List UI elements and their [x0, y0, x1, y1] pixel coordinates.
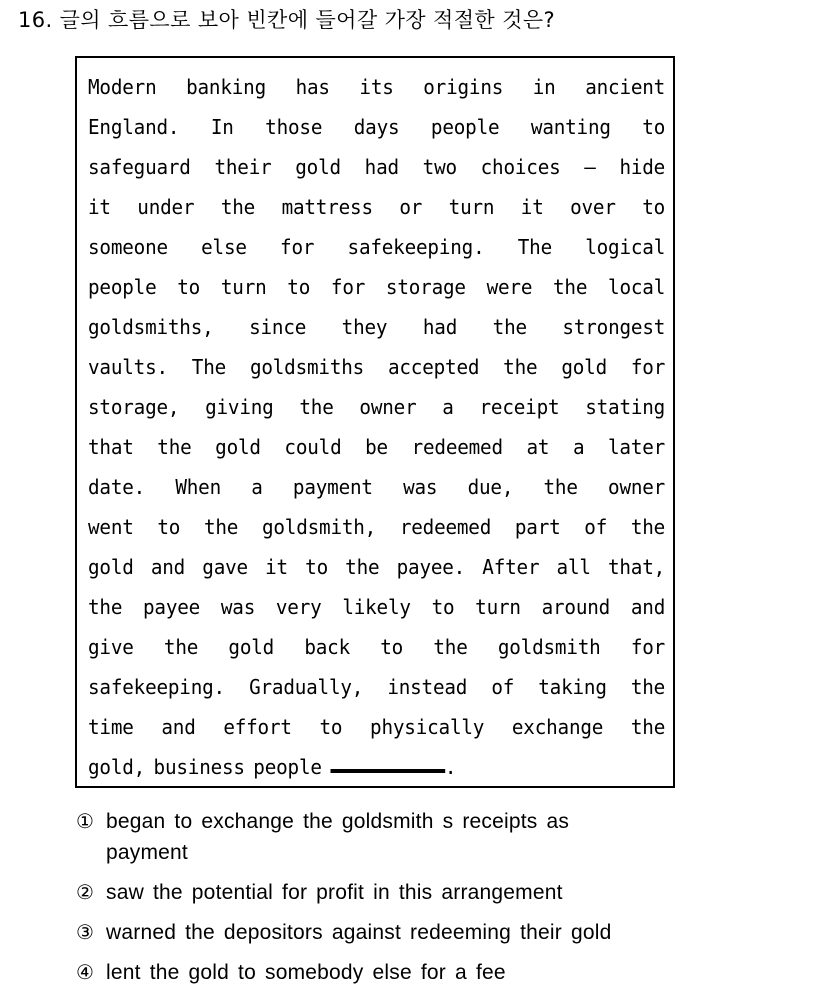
- passage-word: the: [630, 675, 666, 699]
- passage-word: someone: [88, 235, 168, 259]
- passage-word: to: [177, 275, 201, 299]
- passage-word: the: [492, 315, 527, 339]
- passage-word: people: [88, 275, 157, 299]
- passage-word: to: [642, 195, 666, 219]
- passage-word: payee.: [396, 555, 466, 579]
- choice-marker-icon: ④: [76, 960, 94, 984]
- passage-word: to: [319, 715, 343, 739]
- passage-word: ancient: [585, 75, 666, 99]
- passage-word: the: [630, 715, 666, 739]
- passage-word: over: [570, 195, 616, 219]
- passage-word: at: [526, 435, 550, 459]
- passage-line: [88, 187, 665, 227]
- answer-choice-1[interactable]: [76, 806, 816, 868]
- passage-word: the: [345, 555, 380, 579]
- choice-marker-icon: ①: [76, 809, 94, 833]
- passage-word: or: [399, 195, 423, 219]
- passage-text: [77, 58, 673, 787]
- passage-word: back: [304, 635, 351, 659]
- passage-word: time: [88, 715, 134, 739]
- passage-word: mattress: [281, 195, 373, 219]
- passage-word: turn: [220, 275, 267, 299]
- passage-word: giving: [205, 395, 274, 419]
- choice-marker-icon: ③: [76, 920, 94, 944]
- passage-word: was: [220, 595, 256, 619]
- passage-word: for: [630, 355, 666, 379]
- passage-word: give: [88, 635, 134, 659]
- passage-word: logical: [585, 235, 666, 259]
- passage-line: [88, 707, 665, 747]
- passage-line: [88, 587, 665, 627]
- passage-word: could: [284, 435, 342, 459]
- passage-word: two: [422, 155, 457, 179]
- passage-line: [88, 387, 665, 427]
- question-prompt: 글의 흐름으로 보아 빈칸에 들어갈 가장 적절한 것은?: [59, 8, 556, 32]
- passage-word: it: [520, 195, 544, 219]
- passage-word: due,: [467, 475, 514, 499]
- passage-word: of: [491, 675, 515, 699]
- passage-word: around: [541, 595, 611, 619]
- passage-word: people: [430, 115, 500, 139]
- passage-word: were: [486, 275, 533, 299]
- passage-word: their: [214, 155, 272, 179]
- passage-word: payee: [143, 595, 201, 619]
- passage-word: physically: [370, 715, 485, 739]
- passage-word: very: [275, 595, 322, 619]
- passage-word: England.: [88, 115, 180, 139]
- passage-word: the: [157, 435, 192, 459]
- passage-word: safekeeping.: [88, 675, 225, 699]
- passage-word: owner: [608, 475, 666, 499]
- passage-word: all: [556, 555, 591, 579]
- passage-box: [75, 56, 675, 788]
- passage-word: owner: [359, 395, 417, 419]
- passage-word: goldsmiths: [249, 355, 365, 379]
- passage-word: stating: [585, 395, 666, 419]
- passage-word: those: [265, 115, 323, 139]
- passage-word: The: [191, 355, 227, 379]
- passage-line: [88, 307, 665, 347]
- passage-word: the: [220, 195, 256, 219]
- passage-word: gold: [561, 355, 607, 379]
- passage-word: accepted: [387, 355, 480, 379]
- passage-word: After: [482, 555, 540, 579]
- passage-word: a: [572, 435, 585, 459]
- passage-line: [88, 627, 665, 667]
- passage-line-with-blank: [88, 747, 665, 787]
- passage-word: hide: [619, 155, 666, 179]
- passage-word: has: [295, 75, 330, 99]
- passage-word: to: [157, 515, 181, 539]
- answer-choice-2[interactable]: [76, 877, 816, 908]
- passage-word: safeguard: [88, 155, 191, 179]
- passage-word: was: [403, 475, 438, 499]
- choice-marker-icon: ②: [76, 880, 94, 904]
- passage-word: gold: [295, 155, 341, 179]
- answer-choice-3[interactable]: [76, 917, 816, 948]
- passage-word: exchange: [511, 715, 604, 739]
- passage-word: banking: [186, 75, 266, 99]
- question-header: [18, 6, 808, 34]
- passage-word: safekeeping.: [347, 235, 485, 259]
- passage-word: turn: [448, 195, 495, 219]
- answer-choices-list: [76, 806, 816, 997]
- passage-word: for: [280, 235, 315, 259]
- passage-word: —: [584, 155, 596, 179]
- passage-word: taking: [538, 675, 607, 699]
- passage-period: .: [444, 755, 457, 779]
- passage-word: the: [553, 275, 588, 299]
- passage-word: the: [630, 515, 666, 539]
- passage-word: it: [265, 555, 288, 579]
- choice-label: lent the gold to somebody else for a fee: [106, 961, 506, 984]
- passage-word: had: [364, 155, 399, 179]
- passage-word: part: [514, 515, 561, 539]
- passage-word: the: [88, 595, 123, 619]
- passage-word: wanting: [530, 115, 611, 139]
- passage-word: Gradually,: [249, 675, 364, 699]
- answer-blank: [330, 747, 445, 773]
- passage-word: to: [287, 275, 311, 299]
- passage-word: the: [299, 395, 334, 419]
- passage-line: [88, 147, 665, 187]
- passage-word: else: [201, 235, 247, 259]
- passage-word: to: [305, 555, 328, 579]
- passage-word: the: [503, 355, 538, 379]
- passage-word: local: [608, 275, 666, 299]
- passage-word: the: [203, 515, 239, 539]
- passage-word: the: [433, 635, 468, 659]
- passage-word: In: [210, 115, 234, 139]
- passage-word: Modern: [88, 75, 157, 99]
- passage-word: the: [543, 475, 578, 499]
- passage-word: origins: [423, 75, 504, 99]
- choice-label: saw the potential for profit in this arrangement: [106, 881, 563, 904]
- passage-word: When: [175, 475, 221, 499]
- passage-word: gold: [228, 635, 275, 659]
- passage-word: The: [517, 235, 552, 259]
- passage-word: for: [330, 275, 366, 299]
- passage-word: went: [88, 515, 134, 539]
- passage-word: under: [137, 195, 195, 219]
- passage-word: goldsmith: [497, 635, 601, 659]
- passage-line: [88, 67, 665, 107]
- passage-word: vaults.: [88, 355, 168, 379]
- passage-word: effort: [223, 715, 292, 739]
- passage-word: storage: [385, 275, 466, 299]
- passage-word: business: [153, 755, 245, 779]
- passage-line: [88, 507, 665, 547]
- passage-word: likely: [342, 595, 411, 619]
- passage-word: and: [150, 555, 186, 579]
- passage-word: date.: [88, 475, 146, 499]
- passage-word: it: [88, 195, 111, 219]
- passage-word: gave: [202, 555, 248, 579]
- passage-word: to: [642, 115, 666, 139]
- passage-word: gold: [215, 435, 261, 459]
- choice-label: began to exchange the goldsmith s receipts as payment: [106, 806, 816, 868]
- passage-word: they: [341, 315, 388, 339]
- passage-word: and: [161, 715, 196, 739]
- passage-line: [88, 467, 665, 507]
- choice-label-line2: payment: [106, 841, 188, 864]
- passage-word: in: [532, 75, 556, 99]
- answer-choice-4[interactable]: [76, 957, 816, 988]
- passage-word: days: [353, 115, 400, 139]
- passage-word: a: [442, 395, 454, 419]
- passage-line: [88, 547, 665, 587]
- passage-word: later: [608, 435, 666, 459]
- passage-word: that,: [607, 555, 666, 579]
- passage-word: for: [630, 635, 666, 659]
- passage-line: [88, 427, 665, 467]
- passage-word: gold: [88, 555, 134, 579]
- question-number: 16.: [18, 8, 53, 32]
- choice-label: warned the depositors against redeeming their gold: [106, 921, 612, 944]
- passage-line: [88, 667, 665, 707]
- passage-word: be: [365, 435, 388, 459]
- passage-line: [88, 227, 665, 267]
- passage-word: that: [88, 435, 134, 459]
- passage-word: to: [431, 595, 455, 619]
- passage-word: people: [253, 755, 322, 779]
- passage-word: redeemed: [411, 435, 503, 459]
- passage-line: [88, 107, 665, 147]
- passage-word: to: [380, 635, 404, 659]
- passage-word: and: [630, 595, 666, 619]
- passage-word: had: [422, 315, 458, 339]
- passage-word: instead: [387, 675, 468, 699]
- passage-line: [88, 347, 665, 387]
- passage-word: choices: [480, 155, 561, 179]
- passage-word: strongest: [562, 315, 666, 339]
- passage-line: [88, 267, 665, 307]
- passage-word: redeemed: [399, 515, 492, 539]
- passage-word: goldsmiths,: [88, 315, 214, 339]
- passage-word: its: [359, 75, 394, 99]
- passage-word: since: [249, 315, 307, 339]
- passage-word: of: [584, 515, 608, 539]
- passage-word: the: [163, 635, 199, 659]
- passage-word: a: [251, 475, 263, 499]
- passage-word: turn: [475, 595, 521, 619]
- passage-word: receipt: [479, 395, 560, 419]
- passage-word: payment: [292, 475, 373, 499]
- passage-word: storage,: [88, 395, 180, 419]
- passage-word: gold,: [88, 755, 146, 779]
- passage-word: goldsmith,: [261, 515, 377, 539]
